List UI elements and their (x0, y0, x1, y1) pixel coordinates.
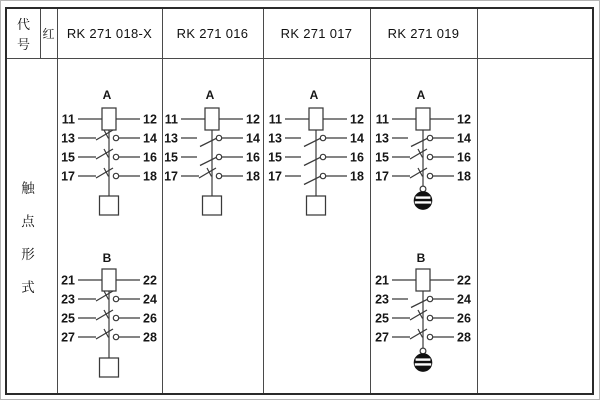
svg-text:16: 16 (350, 150, 364, 165)
svg-text:15: 15 (375, 150, 389, 165)
side-char-2: 点 (21, 214, 35, 229)
svg-text:26: 26 (457, 311, 471, 326)
svg-text:27: 27 (61, 330, 75, 345)
circuit-diagram-rk-271-018-x (57, 58, 162, 393)
side-label-contact-form (7, 58, 49, 393)
svg-text:25: 25 (375, 311, 389, 326)
side-char-4: 式 (21, 280, 35, 295)
svg-text:28: 28 (143, 330, 157, 345)
side-char-3: 形 (21, 247, 35, 262)
svg-text:12: 12 (457, 112, 471, 127)
svg-text:14: 14 (350, 131, 364, 146)
svg-text:18: 18 (350, 169, 364, 184)
svg-text:27: 27 (375, 330, 389, 345)
svg-text:18: 18 (457, 169, 471, 184)
svg-text:21: 21 (61, 273, 75, 288)
column-code-label: RK 271 019 (387, 26, 460, 41)
svg-text:18: 18 (143, 169, 157, 184)
svg-text:17: 17 (375, 169, 389, 184)
svg-text:A: A (205, 88, 215, 102)
svg-text:12: 12 (350, 112, 364, 127)
row-header-code (7, 9, 40, 58)
svg-text:13: 13 (61, 131, 75, 146)
circuit-diagram-rk-271-017 (263, 58, 370, 393)
svg-text:24: 24 (457, 292, 471, 307)
svg-text:14: 14 (457, 131, 471, 146)
red-label-cell (40, 9, 57, 58)
svg-text:11: 11 (268, 112, 282, 127)
svg-text:16: 16 (143, 150, 157, 165)
svg-text:24: 24 (143, 292, 157, 307)
svg-text:14: 14 (246, 131, 260, 146)
svg-text:12: 12 (143, 112, 157, 127)
svg-text:22: 22 (457, 273, 471, 288)
svg-text:A: A (309, 88, 319, 102)
column-code-label: RK 271 017 (280, 26, 353, 41)
svg-text:15: 15 (61, 150, 75, 165)
circuit-diagram-rk-271-016 (162, 58, 263, 393)
column-header-rk-271-017 (263, 9, 370, 58)
code-char-1: 代 (16, 17, 30, 32)
svg-text:13: 13 (375, 131, 389, 146)
svg-text:25: 25 (61, 311, 75, 326)
svg-text:17: 17 (164, 169, 178, 184)
svg-text:11: 11 (61, 112, 75, 127)
svg-text:22: 22 (143, 273, 157, 288)
svg-text:21: 21 (375, 273, 389, 288)
svg-text:B: B (102, 251, 112, 265)
svg-text:A: A (102, 88, 112, 102)
svg-text:18: 18 (246, 169, 260, 184)
svg-text:12: 12 (246, 112, 260, 127)
column-code-label: RK 271 018-X (66, 26, 153, 41)
svg-text:A: A (416, 88, 426, 102)
column-code-label: RK 271 016 (176, 26, 249, 41)
column-header-empty (477, 9, 592, 58)
side-char-1: 触 (21, 181, 35, 196)
svg-text:26: 26 (143, 311, 157, 326)
red-label: 红 (42, 27, 55, 41)
grid-vline-5 (477, 9, 478, 393)
svg-text:23: 23 (61, 292, 75, 307)
svg-text:11: 11 (164, 112, 178, 127)
circuit-diagram-rk-271-019 (370, 58, 477, 393)
svg-text:14: 14 (143, 131, 157, 146)
column-header-rk-271-019 (370, 9, 477, 58)
svg-text:11: 11 (375, 112, 389, 127)
svg-text:15: 15 (268, 150, 282, 165)
svg-text:17: 17 (61, 169, 75, 184)
svg-text:B: B (416, 251, 426, 265)
svg-text:23: 23 (375, 292, 389, 307)
column-header-rk-271-018-x (57, 9, 162, 58)
svg-text:17: 17 (268, 169, 282, 184)
svg-text:13: 13 (164, 131, 178, 146)
svg-text:15: 15 (164, 150, 178, 165)
code-char-2: 号 (16, 37, 30, 52)
svg-text:28: 28 (457, 330, 471, 345)
column-header-rk-271-016 (162, 9, 263, 58)
svg-text:13: 13 (268, 131, 282, 146)
svg-text:16: 16 (246, 150, 260, 165)
svg-text:16: 16 (457, 150, 471, 165)
